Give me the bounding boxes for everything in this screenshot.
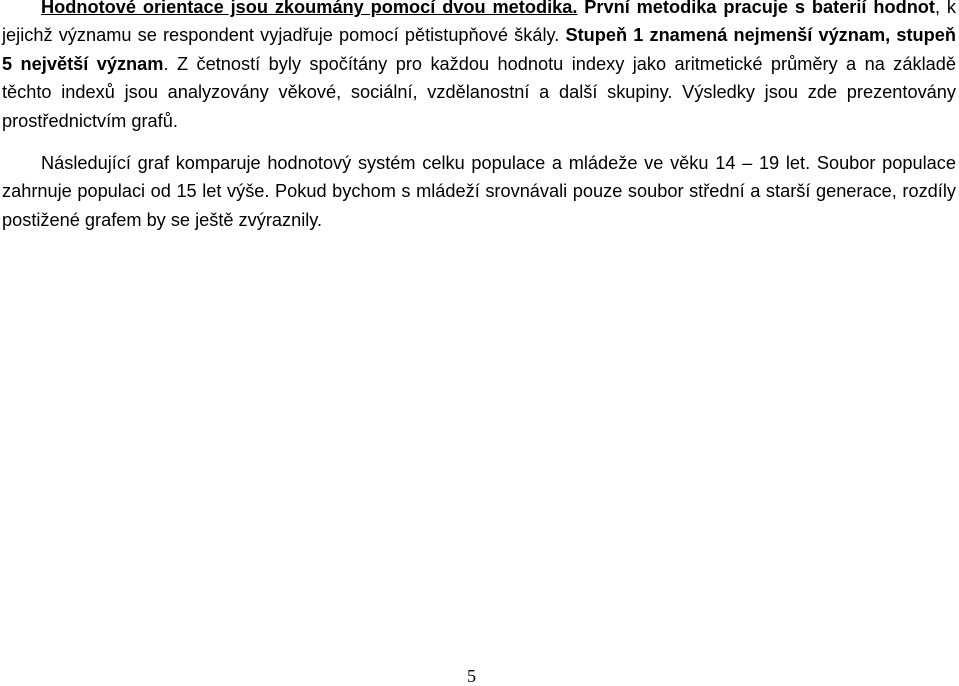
graph-intro-paragraph: Následující graf komparuje hodnotový systém celku populace a mládeže ve věku 14 – 19 let. Soubor populace zahrnuje populaci od 15 let výše. Pokud bychom s mládeží srovnávali pouze soubor střední a starší generace, rozdíly postižené grafem by se ještě zvýraznily.: [2, 153, 956, 230]
page-number: 5: [467, 666, 476, 686]
section-heading: Hodnotové orientace jsou zkoumány pomocí dvou metodika.: [41, 0, 578, 17]
first-method-lead: První metodika pracuje s baterií hodnot: [584, 0, 935, 17]
document-body: [2, 0, 956, 234]
index-description: . Z četností byly spočítány pro každou hodnotu indexy jako aritmetické průměry a na základě těchto indexů jsou analyzovány věkové, sociální, vzdělanostní a další skupiny. Výsledky jsou zde prezentovány prostřednictvím grafů.: [2, 53, 956, 131]
first-method-description: , k jejichž významu se respondent vyjadřuje pomocí pětistupňové škály.: [2, 0, 956, 46]
scale-note: Stupeň 1 znamená nejmenší význam, stupeň 5 největší význam: [2, 25, 956, 74]
methodology-paragraph: [2, 0, 956, 135]
